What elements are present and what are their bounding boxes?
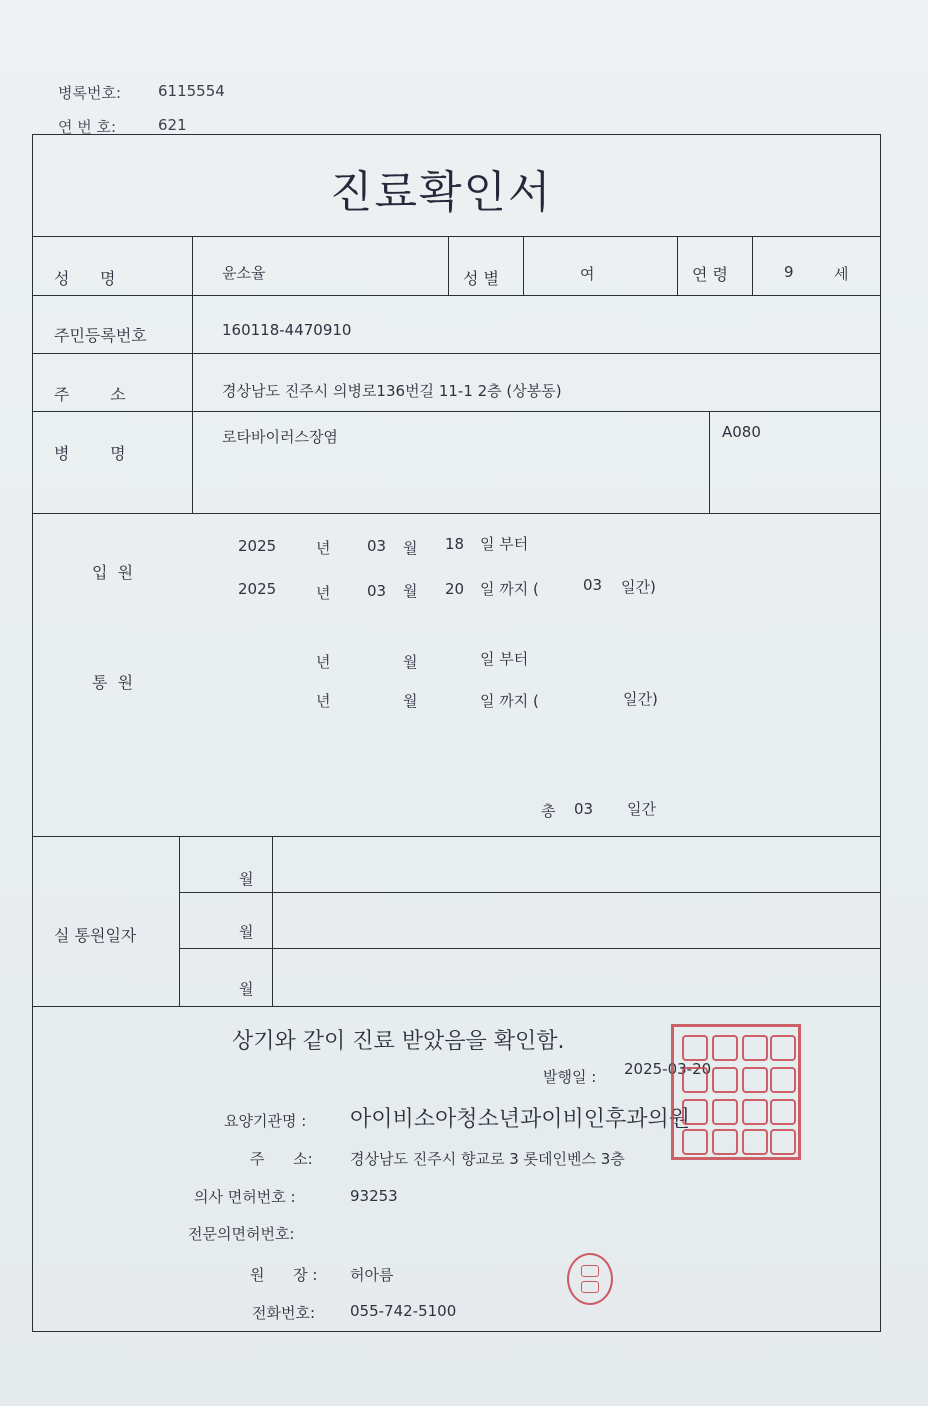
serial-number-label: 연 번 호: [58,118,117,136]
divider [192,236,193,513]
institution-seal-stamp [671,1024,801,1160]
disease-code: A080 [722,423,761,441]
patient-age: 9 [784,263,794,281]
age-label: 연 령 [692,265,728,284]
year-unit: 년 [316,584,331,602]
days-close-unit: 일간) [623,690,658,708]
id-number: 160118-4470910 [222,321,352,339]
divider [677,236,678,295]
inpatient-days: 03 [583,576,603,594]
id-number-label: 주민등록번호 [54,326,147,345]
document-title: 진료확인서 [330,167,553,218]
license-label: 의사 면허번호 : [194,1188,296,1206]
day-to-unit: 일 까지 ( [480,580,539,598]
divider [448,236,449,295]
visit-month-2: 월 [239,923,254,941]
divider [32,295,881,296]
divider [272,836,273,1006]
serial-number: 621 [158,116,187,134]
patient-name: 윤소율 [222,264,266,282]
phone-number: 055-742-5100 [350,1302,457,1320]
patient-sex: 여 [580,265,595,283]
divider [32,1006,881,1007]
inpatient-from-month: 03 [367,537,387,555]
institution-name: 아이비소아청소년과이비인후과의원 [350,1107,691,1132]
days-unit: 일간 [627,800,656,818]
total-days: 03 [574,800,594,818]
divider [32,236,881,237]
sex-label: 성 별 [463,269,499,288]
inpatient-to-year: 2025 [238,580,277,598]
director-seal-stamp [567,1253,613,1305]
divider [709,411,710,513]
disease-name: 로타바이러스장염 [222,428,338,446]
visit-month-1: 월 [239,870,254,888]
specialist-license-label: 전문의면허번호: [188,1225,295,1243]
name-label: 성 명 [54,269,116,288]
year-unit: 년 [316,692,331,710]
day-from-unit: 일 부터 [480,535,529,553]
month-unit: 월 [403,539,418,557]
record-number-label: 병록번호: [58,84,122,102]
inpatient-from-year: 2025 [238,537,277,555]
divider [752,236,753,295]
month-unit: 월 [403,692,418,710]
divider [32,411,881,412]
outpatient-label: 통 원 [92,673,134,692]
divider [32,513,881,514]
inpatient-from-day: 18 [445,535,465,553]
patient-address: 경상남도 진주시 의병로136번길 11-1 2층 (상봉동) [222,382,562,400]
inpatient-to-day: 20 [445,580,465,598]
year-unit: 년 [316,539,331,557]
divider [32,836,881,837]
divider [179,836,180,1006]
month-unit: 월 [403,582,418,600]
institution-address: 경상남도 진주시 향교로 3 롯데인벤스 3층 [350,1150,625,1168]
visit-month-3: 월 [239,980,254,998]
year-unit: 년 [316,653,331,671]
address-label: 주 소 [54,385,126,404]
record-number: 6115554 [158,82,225,100]
institution-label: 요양기관명 : [224,1112,307,1130]
inpatient-label: 입 원 [92,563,134,582]
inpatient-to-month: 03 [367,582,387,600]
disease-label: 병 명 [54,444,126,463]
divider [32,353,881,354]
issue-date: 2025-03-20 [624,1060,712,1078]
day-from-unit: 일 부터 [480,650,529,668]
director-label: 원 장 : [250,1266,318,1284]
director-name: 허아름 [350,1266,394,1284]
divider [179,948,881,949]
age-unit: 세 [834,265,849,283]
total-label: 총 [541,802,556,820]
divider [179,892,881,893]
day-to-unit: 일 까지 ( [480,692,539,710]
institution-address-label: 주 소: [250,1150,313,1168]
issue-date-label: 발행일 : [543,1068,597,1086]
divider [523,236,524,295]
license-number: 93253 [350,1187,398,1205]
month-unit: 월 [403,653,418,671]
days-close-unit: 일간) [621,578,656,596]
confirmation-statement: 상기와 같이 진료 받았음을 확인함. [232,1029,565,1054]
visit-dates-label: 실 통원일자 [54,926,137,945]
phone-label: 전화번호: [252,1304,316,1322]
